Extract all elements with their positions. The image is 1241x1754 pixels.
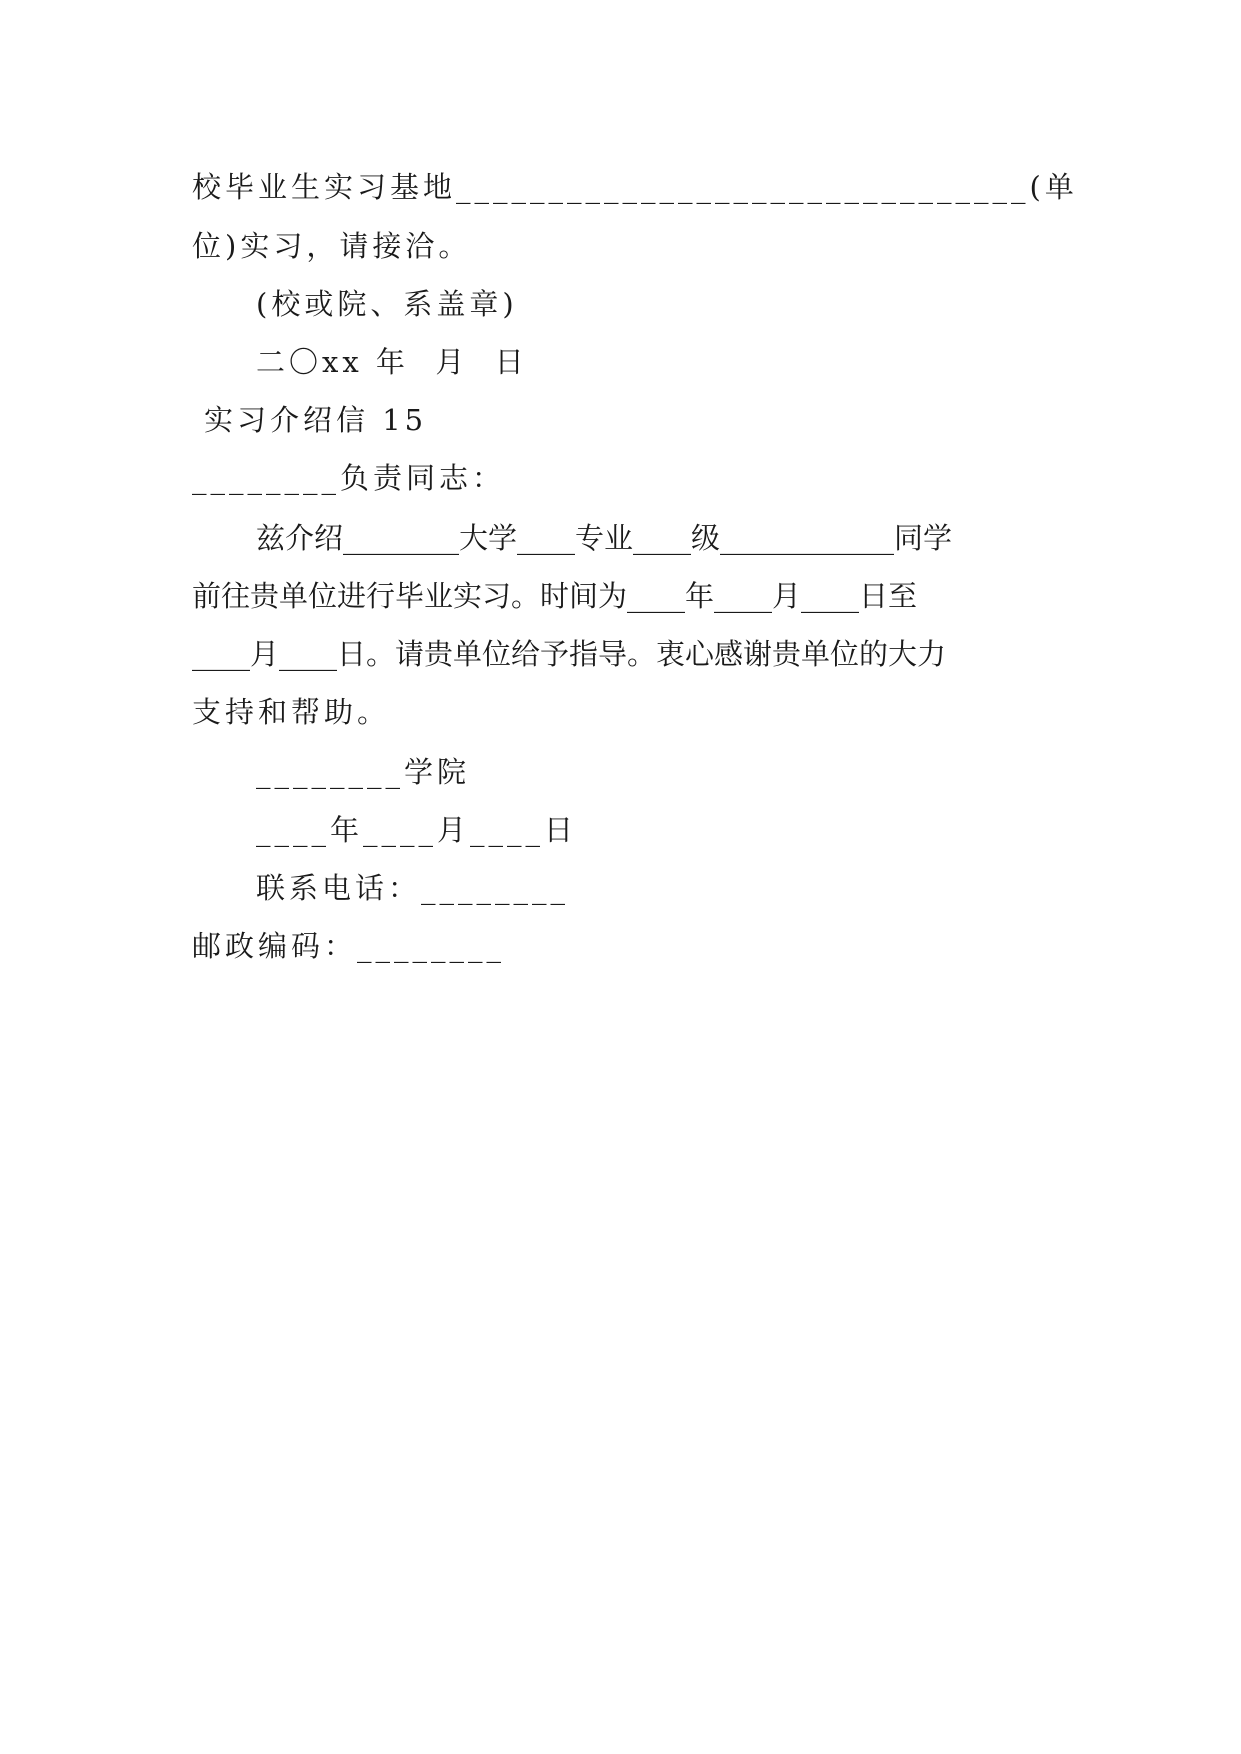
text-line-sign-date: ____年____月____日 [256,813,578,847]
section-heading: 实习介绍信 15 [204,403,428,437]
text-line-base-unit: 校毕业生实习基地_______________________________(单 [192,170,1078,204]
text-line-thanks: 支持和帮助。 [192,695,391,729]
text-line-phone: 联系电话：________ [256,871,570,905]
text-line-salutation: ________负责同志： [192,461,506,495]
text-line-seal: (校或院、系盖章) [256,287,518,321]
text-line-postcode: 邮政编码：________ [192,929,506,963]
text-line-period-end: ____月____日。请贵单位给予指导。衷心感谢贵单位的大力 [192,637,947,671]
text-line-college: ________学院 [256,755,471,789]
text-line-introduction: 兹介绍________大学____专业____级____________同学 [256,521,953,555]
text-line-period-start: 前往贵单位进行毕业实习。时间为____年____月____日至 [192,579,918,613]
text-line-please-contact: 位)实习，请接洽。 [192,229,472,263]
text-line-date: 二〇xx 年 月 日 [256,345,528,379]
